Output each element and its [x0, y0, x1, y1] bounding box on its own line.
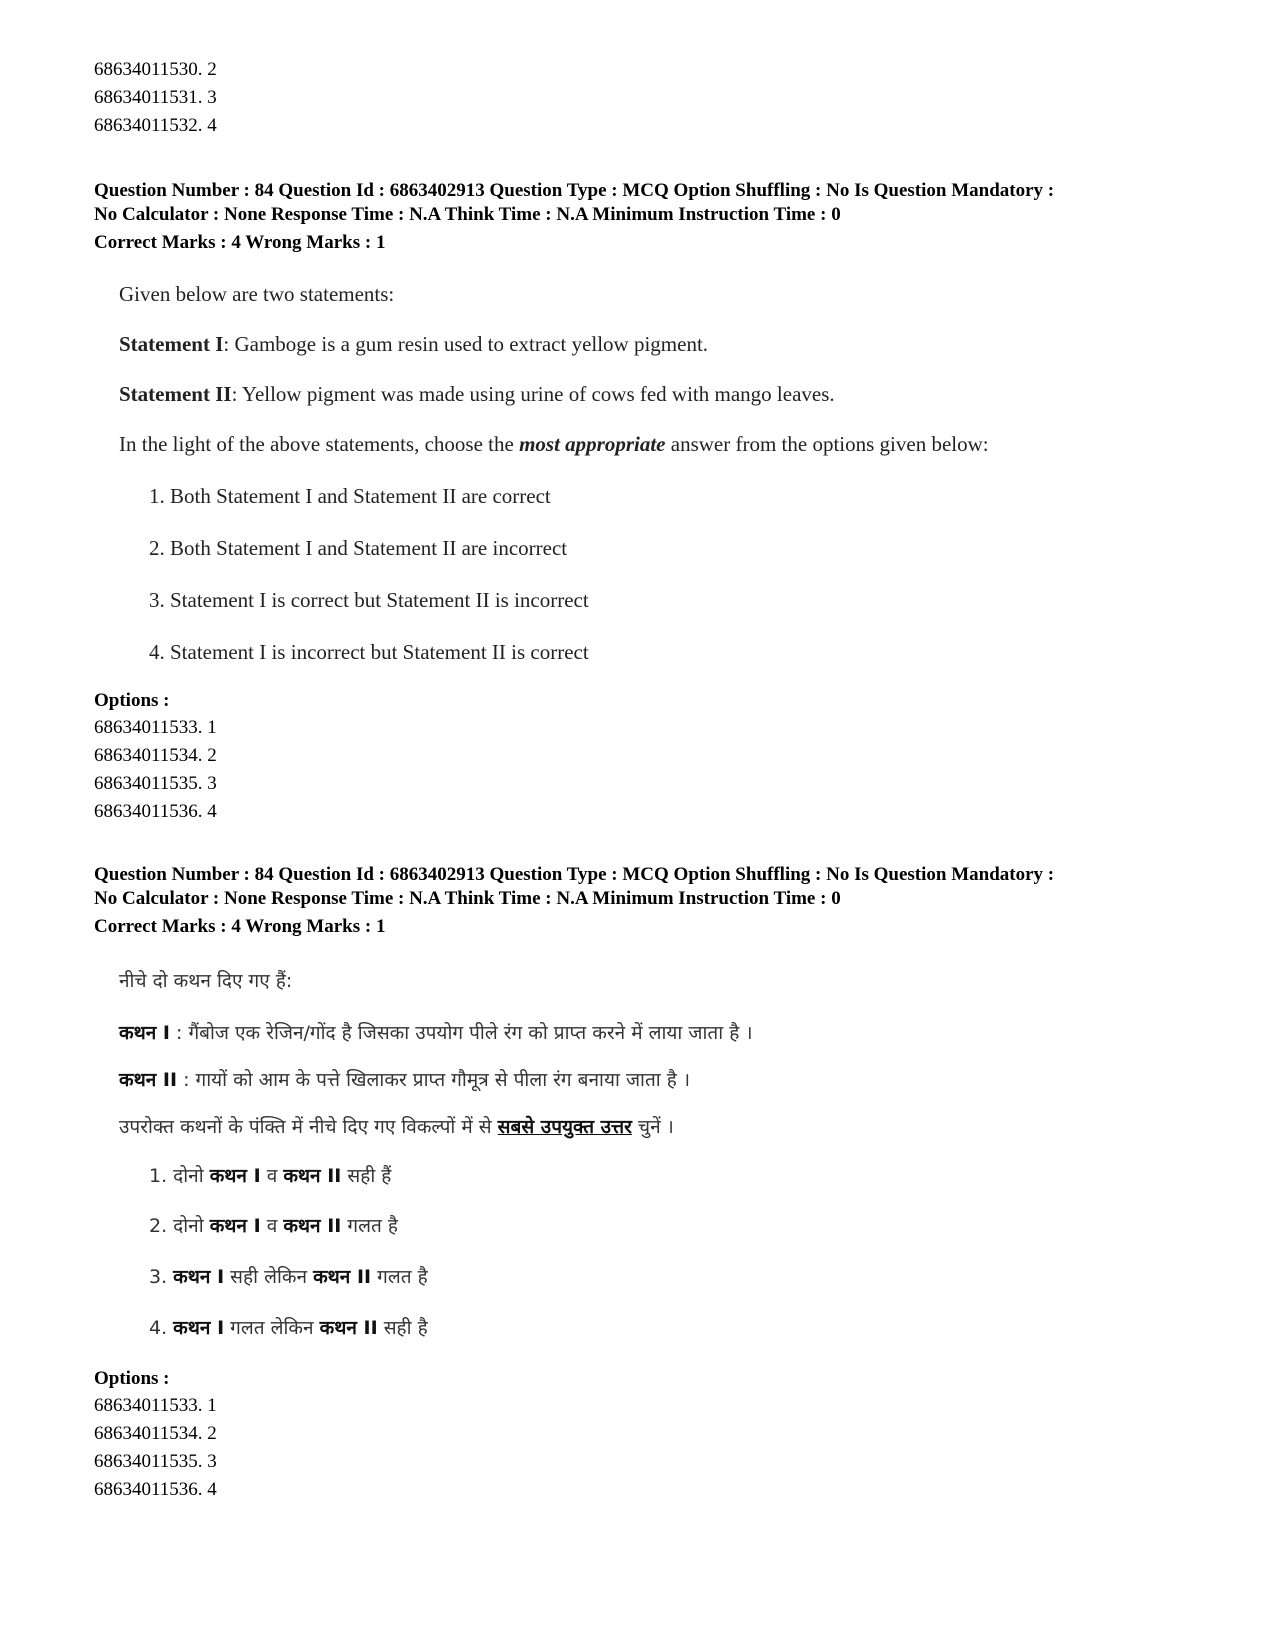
prompt-emphasis: सबसे उपयुक्त उत्तर: [497, 1116, 632, 1138]
statement-2-text: : गायों को आम के पत्ते खिलाकर प्राप्त गौमूत्र से पीला रंग बनाया जाता है ।: [177, 1069, 691, 1091]
prev-option-1: 68634011530. 2: [94, 59, 217, 80]
choice-1: 1. दोनो कथन I व कथन II सही हैं: [149, 1165, 392, 1187]
option-id-1: 68634011533. 1: [94, 1395, 217, 1416]
question-meta-line2: No Calculator : None Response Time : N.A Think Time : N.A Minimum Instruction Time : 0: [94, 888, 841, 909]
statement-2-label: कथन II: [119, 1069, 178, 1091]
question-marks: Correct Marks : 4 Wrong Marks : 1: [94, 232, 386, 253]
choice-3: 3. Statement I is correct but Statement II is incorrect: [149, 588, 589, 612]
statement-1-text: : Gamboge is a gum resin used to extract yellow pigment.: [223, 332, 709, 356]
choice-4: 4. कथन I गलत लेकिन कथन II सही है: [149, 1317, 428, 1339]
options-label: Options :: [94, 1368, 170, 1389]
prev-option-3: 68634011532. 4: [94, 115, 217, 136]
option-id-4: 68634011536. 4: [94, 801, 217, 822]
statement-2: [119, 1067, 690, 1093]
option-id-4: 68634011536. 4: [94, 1479, 217, 1500]
statement-1-label: कथन I: [119, 1022, 170, 1044]
prompt-post: चुनें ।: [631, 1116, 674, 1138]
option-id-1: 68634011533. 1: [94, 717, 217, 738]
prompt-pre: In the light of the above statements, choose the: [119, 432, 520, 456]
prompt-emphasis: most appropriate: [519, 432, 666, 456]
question-meta-line1: Question Number : 84 Question Id : 6863402913 Question Type : MCQ Option Shuffling : No Is Question Mandatory :: [94, 180, 1055, 201]
prompt-pre: उपरोक्त कथनों के पंक्ति में नीचे दिए गए विकल्पों में से: [119, 1116, 498, 1138]
choice-3: 3. कथन I सही लेकिन कथन II गलत है: [149, 1266, 428, 1288]
question-meta-line2: No Calculator : None Response Time : N.A Think Time : N.A Minimum Instruction Time : 0: [94, 204, 841, 225]
choice-2: 2. Both Statement I and Statement II are incorrect: [149, 536, 568, 560]
statement-1-label: Statement I: [119, 332, 224, 356]
choice-2: 2. दोनो कथन I व कथन II गलत है: [149, 1215, 398, 1237]
option-id-2: 68634011534. 2: [94, 745, 217, 766]
statement-1: [119, 1020, 753, 1046]
options-label: Options :: [94, 690, 170, 711]
statement-1: [119, 331, 708, 357]
question-prompt: [119, 431, 989, 457]
question-intro: Given below are two statements:: [119, 282, 395, 306]
statement-2-text: : Yellow pigment was made using urine of cows fed with mango leaves.: [231, 382, 835, 406]
statement-2-label: Statement II: [119, 382, 232, 406]
option-id-3: 68634011535. 3: [94, 1451, 217, 1472]
statement-1-text: : गैंबोज एक रेजिन/गोंद है जिसका उपयोग पीले रंग को प्राप्त करने में लाया जाता है ।: [169, 1022, 753, 1044]
option-id-3: 68634011535. 3: [94, 773, 217, 794]
question-intro: नीचे दो कथन दिए गए हैं:: [119, 970, 293, 992]
choice-4: 4. Statement I is incorrect but Statement II is correct: [149, 640, 589, 664]
question-marks: Correct Marks : 4 Wrong Marks : 1: [94, 916, 386, 937]
choice-1: 1. Both Statement I and Statement II are correct: [149, 484, 551, 508]
prev-option-2: 68634011531. 3: [94, 87, 217, 108]
question-prompt: [119, 1114, 674, 1140]
prompt-post: answer from the options given below:: [665, 432, 989, 456]
option-id-2: 68634011534. 2: [94, 1423, 217, 1444]
question-meta-line1: Question Number : 84 Question Id : 6863402913 Question Type : MCQ Option Shuffling : No Is Question Mandatory :: [94, 864, 1055, 885]
statement-2: [119, 381, 835, 407]
